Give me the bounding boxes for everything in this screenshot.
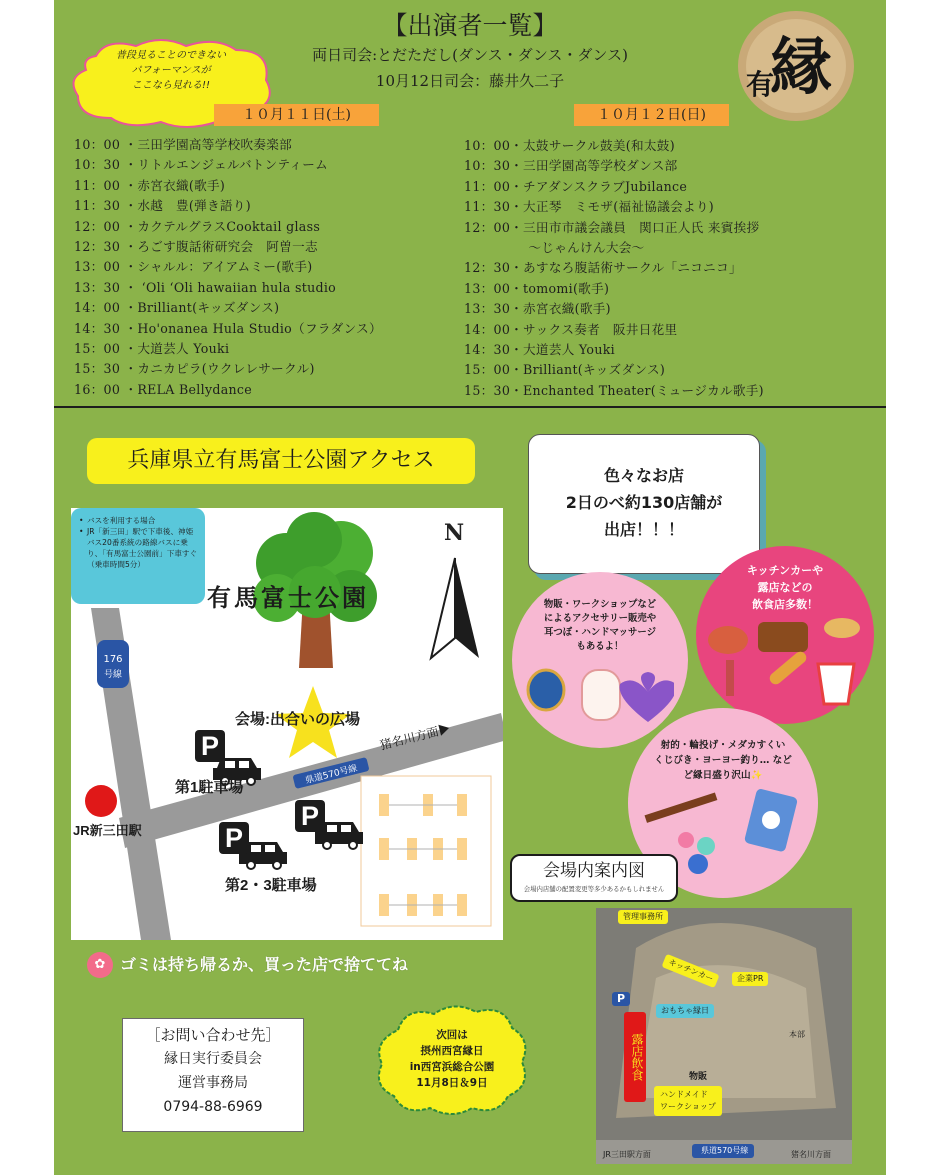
- north-label: N: [444, 520, 465, 546]
- day1-badge: １０月１１日(土): [214, 104, 379, 126]
- contact-box: [122, 1018, 304, 1132]
- goods-line: もあるよ！: [576, 641, 624, 652]
- next-event-line: in西宮浜総合公園: [409, 1061, 495, 1073]
- corn-dog-icon: [767, 649, 808, 686]
- schedule-item: 10：00 ・三田学園高等学校吹奏楽部: [74, 137, 293, 152]
- station-marker-icon: [85, 785, 117, 817]
- venue-guide-note: 会場内店舗の配置変更等多少あるかもしれません: [523, 885, 665, 893]
- parking-sign-2: P: [295, 800, 325, 832]
- day2-badge: １０月１２日(日): [574, 104, 729, 126]
- gem-icon: [528, 670, 564, 710]
- schedule-item: 10：00・太鼓サークル鼓美(和太鼓): [464, 138, 675, 153]
- schedule-item: 10：30 ・リトルエンジェルバトンティーム: [74, 157, 329, 173]
- next-event-text: [386, 1027, 518, 1091]
- day2-schedule: [464, 136, 764, 401]
- schedule-item: 12：30・あすなろ腹話術サークル「ニコニコ」: [464, 260, 742, 276]
- schedule-item: 16：00 ・RELA Bellydance: [74, 381, 253, 397]
- ramen-icon: [708, 626, 748, 654]
- next-event-line: 摂州西宮縁日: [420, 1045, 484, 1057]
- route-176-suffix: 号線: [103, 670, 123, 680]
- tag-road: 県道570号線: [701, 1146, 749, 1155]
- fries-icon: [818, 664, 854, 704]
- crepe-icon: [824, 618, 860, 638]
- schedule-item: 11：30・大正琴 ミモザ(福祉協議会より): [464, 199, 714, 215]
- bus-note: [71, 508, 205, 604]
- food-text: [696, 562, 874, 613]
- food-illustration: [706, 612, 866, 712]
- contact-heading: ［お問い合わせ先］: [145, 1026, 281, 1044]
- bus-note-line: • JR「新三田」駅で下車後、神姫バス20番系統の路線バスに乗り、「有馬富士公園前」下車すぐ（乗車時間5分）: [79, 526, 199, 570]
- goods-text: [512, 598, 688, 654]
- schedule-item: 13：00・tomomi(歌手): [464, 280, 610, 296]
- tag-stage: 本部: [789, 1030, 805, 1039]
- schedule-item: 12：00 ・カクテルグラスCooktail glass: [74, 218, 321, 234]
- shops-line: 出店！！！: [603, 520, 684, 539]
- parking-1-label: 第1駐車場: [175, 779, 244, 796]
- contact-line: 運営事務局: [178, 1075, 248, 1091]
- goods-line: 物販・ワークショップなど: [543, 599, 657, 610]
- shops-line: 2日のべ約130店舗が: [565, 493, 723, 512]
- yoyo-icon: [688, 854, 708, 874]
- shops-line: 色々なお店: [603, 466, 684, 485]
- parking-23-label: 第2・3駐車場: [225, 877, 317, 894]
- logo-small-glyph: 有: [746, 68, 775, 101]
- games-line: 射的・輪投げ・メダカすくい: [660, 740, 786, 751]
- tag-east: 猪名川方面: [791, 1150, 831, 1159]
- schedule-item: 13：00 ・シャルル：アイアムミー(歌手): [74, 259, 313, 275]
- tag-toy: おもちゃ縁日: [656, 1004, 714, 1018]
- route-176-label: 176: [103, 654, 123, 665]
- mc-both-days: 両日司会:とだただし(ダンス・ダンス・ダンス): [312, 46, 628, 64]
- heart-icon: [620, 672, 674, 722]
- north-arrow-icon: [431, 558, 479, 658]
- parking-sign-1: P: [195, 730, 225, 762]
- flower-icon: ✿: [87, 952, 113, 978]
- schedule-item: 15：00・Brilliant(キッズダンス): [464, 362, 666, 378]
- parking-sign-3: P: [219, 822, 249, 854]
- schedule-item: 12：00・三田市市議会議員 関口正人氏 来賓挨拶: [464, 219, 760, 235]
- tag-office: 管理事務所: [618, 910, 668, 924]
- schedule-item: 15：00 ・大道芸人 Youki: [74, 340, 230, 356]
- schedule-item: 11：00・チアダンスクラブJubilance: [464, 178, 688, 194]
- day1-schedule: [74, 135, 382, 400]
- hand-icon: [582, 670, 620, 720]
- schedule-item: 14：00 ・Brilliant(キッズダンス): [74, 300, 280, 316]
- logo-glyph: 縁: [770, 30, 833, 103]
- section-divider: [54, 406, 886, 408]
- schedule-item: 14：30・大道芸人 Youki: [464, 341, 615, 357]
- contact-line: 縁日実行委員会: [164, 1051, 262, 1067]
- promo-text: [82, 48, 260, 93]
- venue-guide-title: 会場内案内図: [543, 861, 645, 881]
- next-event-line: 次回は: [436, 1029, 468, 1041]
- food-line: 飲食店多数！: [752, 598, 818, 611]
- skewer-icon: [726, 660, 734, 696]
- yoyo-icon: [697, 837, 715, 855]
- tag-workshop: ハンドメイド ワークショップ: [654, 1086, 722, 1116]
- trash-note: ゴミは持ち帰るか、買った店で捨ててね: [120, 955, 409, 974]
- schedule-item: 14：30 ・Ho'onanea Hula Studio（フラダンス）: [74, 320, 382, 336]
- schedule-item: 14：00・サックス奏者 阪井日花里: [464, 321, 678, 337]
- schedule-item: 10：30・三田学園高等学校ダンス部: [464, 158, 678, 174]
- goods-line: によるアクセサリー販売や: [543, 613, 657, 624]
- contact-phone: 0794-88-6969: [163, 1099, 263, 1115]
- park-name: 有馬富士公園: [207, 585, 369, 612]
- schedule-item: 15：30 ・カニカピラ(ウクレレサークル): [74, 361, 315, 377]
- shops-box: [528, 434, 760, 574]
- bus-note-line: • バスを利用する場合: [79, 515, 199, 526]
- access-title: 兵庫県立有馬富士公園アクセス: [87, 438, 475, 484]
- games-text: [628, 738, 818, 783]
- venue-label: 会場:出合いの広場: [235, 711, 360, 728]
- page-title: 【出演者一覧】: [382, 11, 558, 40]
- tag-goods: 物販: [689, 1072, 708, 1082]
- en-logo: [736, 8, 856, 123]
- transit-table: [361, 776, 491, 926]
- venue-guide-box: [510, 854, 678, 902]
- accessory-illustration: [524, 652, 674, 732]
- games-line: くじびき・ヨーヨー釣り… など: [654, 755, 792, 766]
- promo-line: ここなら見れる!!: [131, 80, 211, 91]
- promo-line: 普段見ることのできない: [116, 50, 226, 61]
- parking-sign-venue: P: [612, 992, 630, 1006]
- food-line: キッチンカーや: [746, 564, 824, 577]
- schedule-item: 15：30・Enchanted Theater(ミュージカル歌手): [464, 382, 764, 398]
- tag-kitchen: キッチンカー: [661, 954, 720, 989]
- direction-label: 猪名川方面▶: [378, 721, 452, 753]
- food-line: 露店などの: [757, 581, 813, 594]
- tag-stall-food: 露店飲食: [624, 1012, 646, 1102]
- poster: [54, 0, 886, 1175]
- tag-company: 企業PR: [732, 972, 768, 986]
- schedule-item: 〜じゃんけん大会〜: [464, 239, 645, 255]
- schedule-item: 13：30・赤宮衣織(歌手): [464, 301, 611, 317]
- schedule-item: 11：30 ・水越 豊(弾き語り): [74, 198, 251, 214]
- yoyo-icon: [678, 832, 694, 848]
- next-event-line: 11月8日＆9日: [416, 1077, 488, 1089]
- venue-map: [596, 908, 852, 1164]
- schedule-item: 11：00 ・赤宮衣織(歌手): [74, 177, 226, 193]
- schedule-item: 13：30 ・ ʻOli ʻOli hawaiian hula studio: [74, 279, 337, 295]
- tag-south: JR三田駅方面: [603, 1150, 651, 1159]
- promo-line: パフォーマンスが: [131, 65, 211, 76]
- toy-gun-icon: [645, 792, 718, 822]
- schedule-item: 12：30 ・ろごす腹話術研究会 阿曽一志: [74, 238, 318, 254]
- games-line: ど縁日盛り沢山✨: [683, 770, 763, 781]
- station-label: JR新三田駅: [73, 823, 142, 838]
- mc-day2: 10月12日司会：藤井久二子: [375, 72, 565, 90]
- route-570-label: 県道570号線: [304, 763, 359, 787]
- goods-line: 耳つぼ・ハンドマッサージ: [544, 627, 656, 638]
- takoyaki-icon: [758, 622, 808, 652]
